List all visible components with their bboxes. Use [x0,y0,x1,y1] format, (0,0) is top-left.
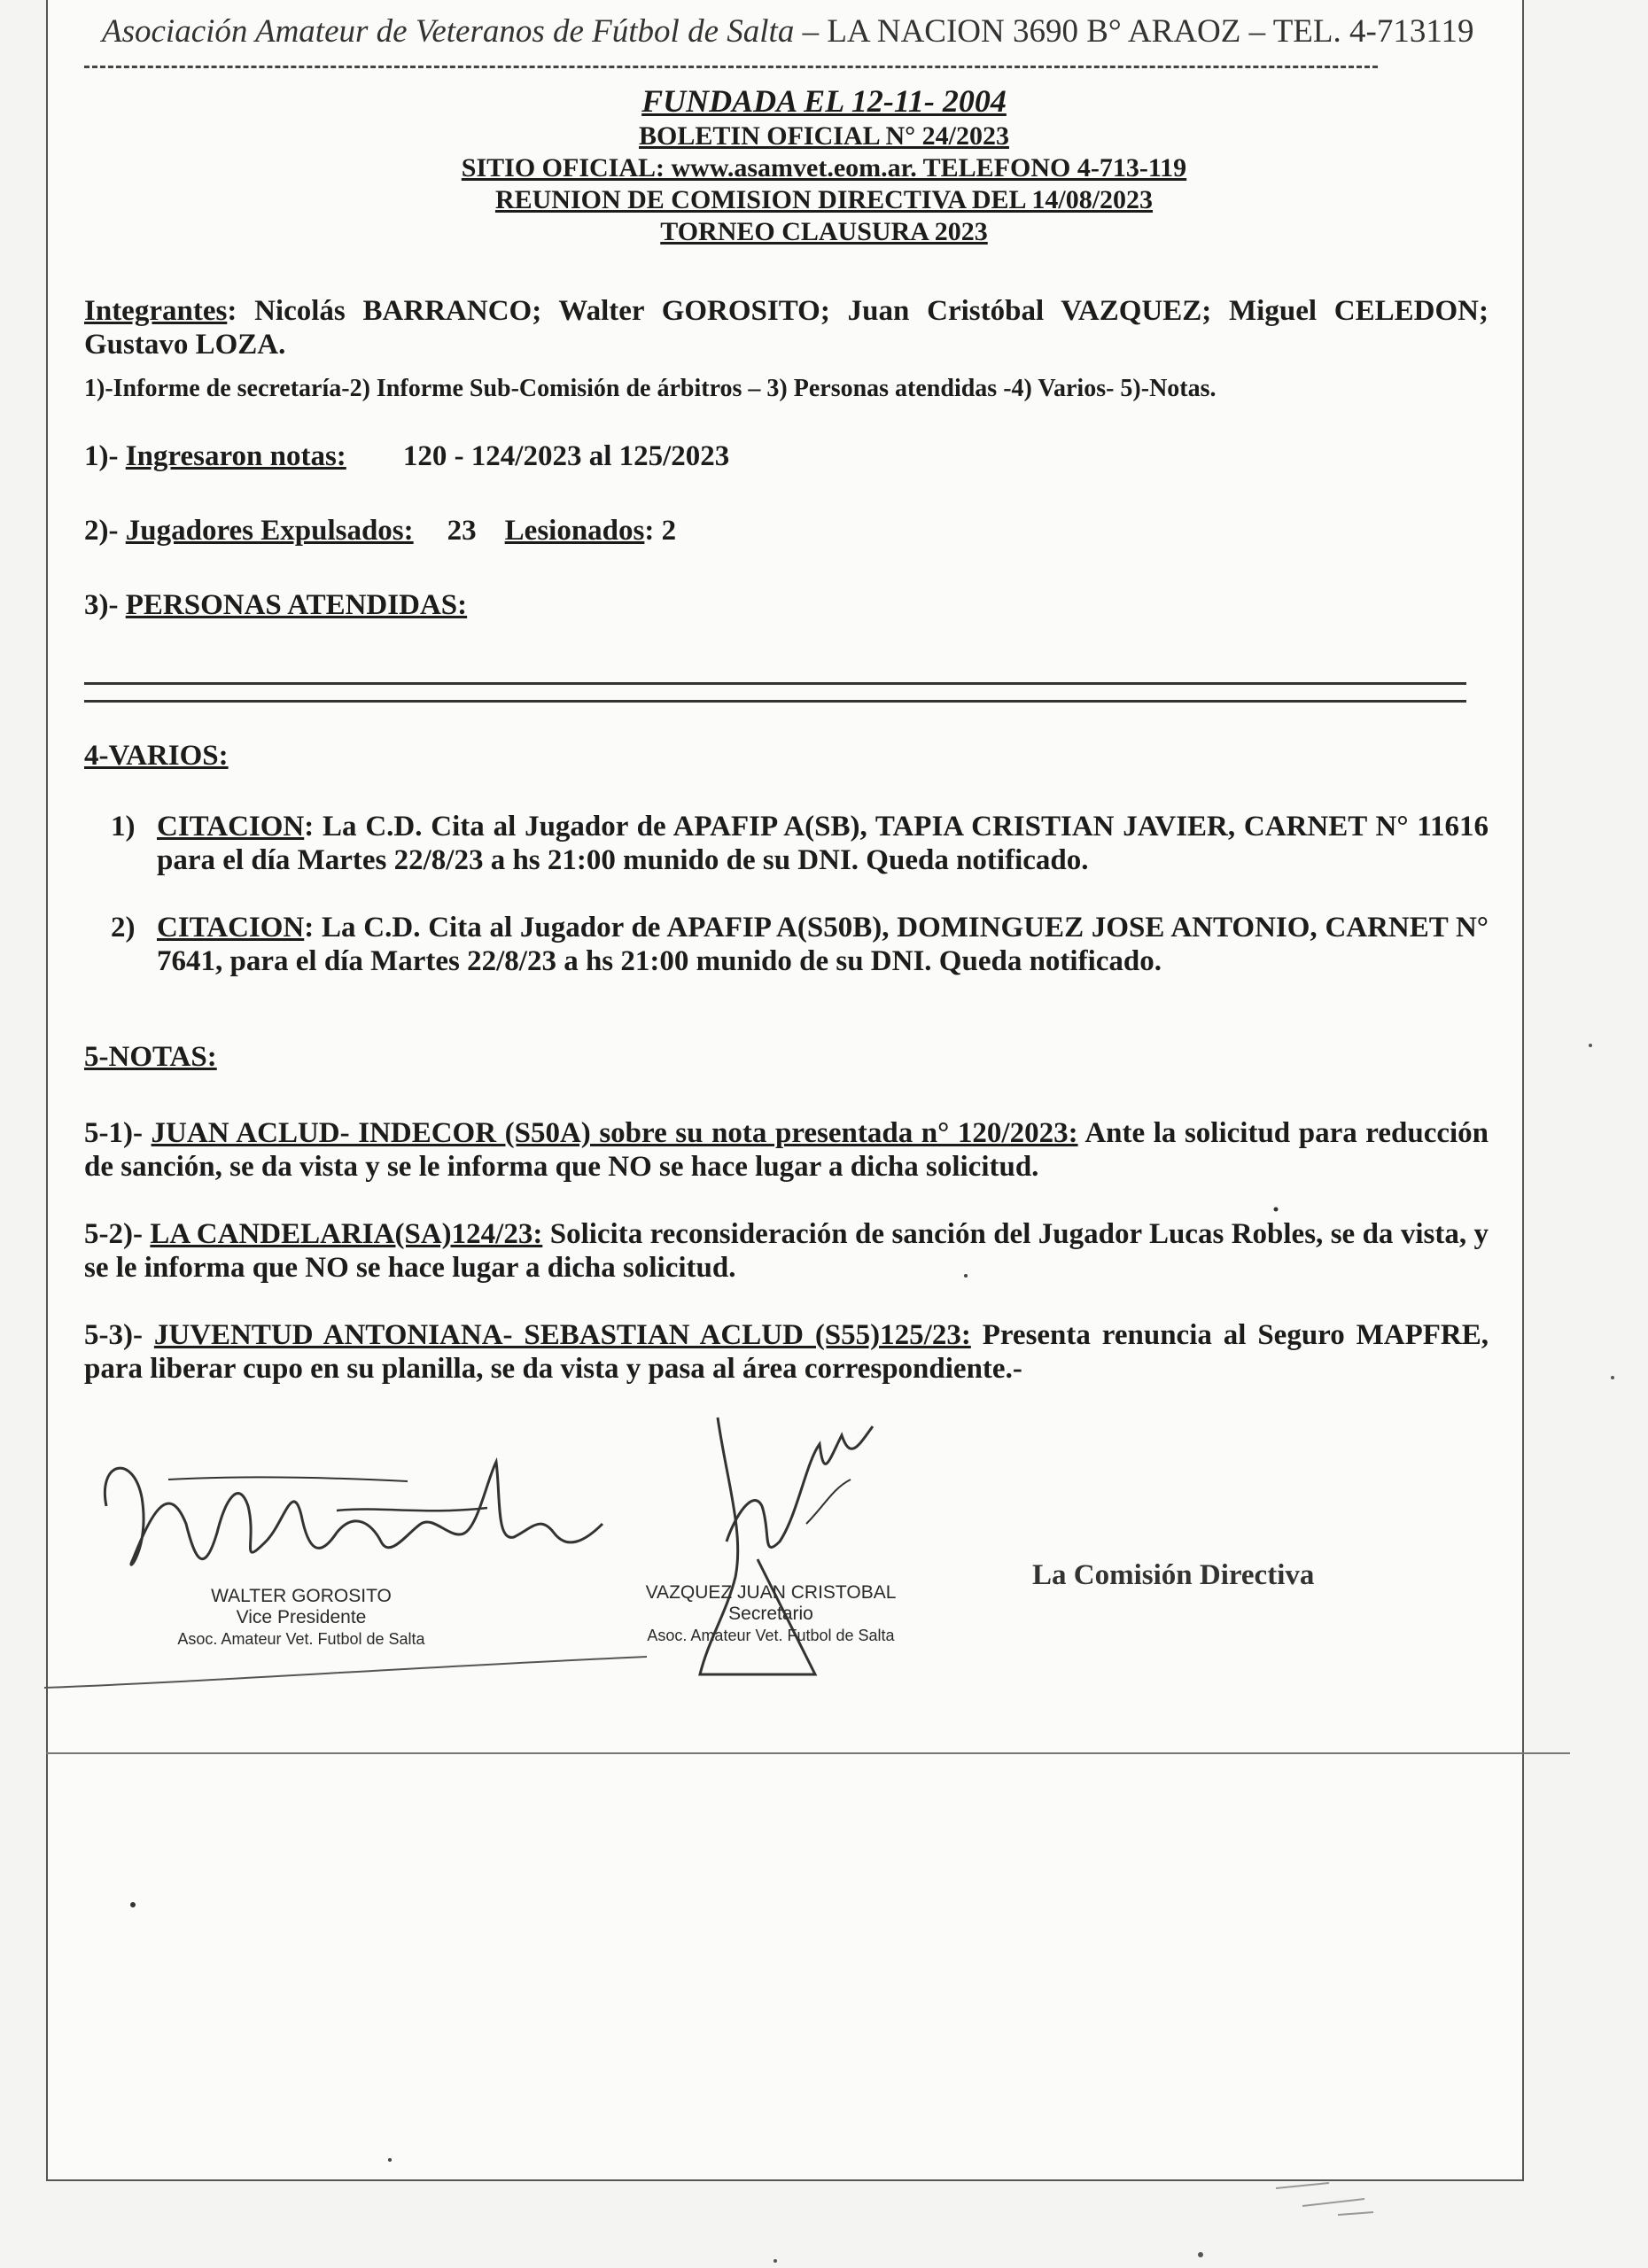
note-5-1-prefix: 5-1)- [84,1117,152,1149]
meeting-date: REUNION DE COMISION DIRECTIVA DEL 14/08/2023 [494,185,1154,214]
note-5-2-label: LA CANDELARIA(SA)124/23: [150,1218,543,1250]
org-address: – LA NACION 3690 B° ARAOZ – TEL. 4-713119 [794,13,1474,50]
section-2-prefix: 2)- [84,515,126,547]
note-5-2-prefix: 5-2)- [84,1218,151,1250]
signer-right-name: VAZQUEZ JUAN CRISTOBAL [645,1582,897,1603]
expelled-value: 23 [447,515,477,547]
tournament-name: TORNEO CLAUSURA 2023 [660,217,988,246]
note-5-1-text: Ante la solicitud para reducción de sanción, se da vista y se le informa que NO se hace lugar a dicha solicitud. [84,1117,1489,1183]
org-name: Asociación Amateur de Veteranos de Fútbol de Salta [102,13,795,50]
signer-right-role: Secretario [728,1604,813,1624]
citation-2-number: 2) [111,912,136,944]
founded-date: FUNDADA EL 12-11- 2004 [641,83,1007,119]
note-5-3-label: JUVENTUD ANTONIANA- SEBASTIAN ACLUD (S55)125/23: [153,1319,971,1351]
citation-1-text: : La C.D. Cita al Jugador de APAFIP A(SB), TAPIA CRISTIAN JAVIER, CARNET N° 11616 para el día Martes 22/8/23 a hs 21:00 munido de su DNI. Queda notificado. [157,811,1489,876]
signer-right-org: Asoc. Amateur Vet. Futbol de Salta [647,1627,895,1644]
citation-1-number: 1) [111,811,136,843]
members-text: : Nicolás BARRANCO; Walter GOROSITO; Juan Cristóbal VAZQUEZ; Miguel CELEDON; Gustavo LOZA. [84,295,1489,361]
official-site: SITIO OFICIAL: www.asamvet.eom.ar. TELEFONO 4-713-119 [461,153,1187,183]
injured-label: Lesionados [504,515,645,547]
section-3-label: PERSONAS ATENDIDAS: [125,589,468,621]
note-5-2-text: Solicita reconsideración de sanción del Jugador Lucas Robles, se da vista, y se le informa que NO se hace lugar a dicha solicitud. [84,1218,1489,1284]
bulletin-number: BOLETIN OFICIAL N° 24/2023 [639,121,1009,151]
signer-left-name: WALTER GOROSITO [211,1586,392,1606]
note-5-3-text: Presenta renuncia al Seguro MAPFRE, para liberar cupo en su planilla, se da vista y pasa al área correspondiente.- [84,1319,1489,1385]
note-5-1-label: JUAN ACLUD- INDECOR (S50A) sobre su nota presentada n° 120/2023: [151,1117,1078,1149]
citation-2-label: CITACION [157,912,305,944]
citation-1-label: CITACION [157,811,305,843]
commission-signoff: La Comisión Directiva [1032,1559,1315,1591]
injured-value: : 2 [644,515,677,547]
note-5-3-prefix: 5-3)- [84,1319,154,1351]
section-4-heading: 4-VARIOS: [84,740,229,772]
members-label: Integrantes [84,295,228,327]
signer-left-org: Asoc. Amateur Vet. Futbol de Salta [177,1630,425,1648]
section-1-value: 120 - 124/2023 al 125/2023 [402,440,730,472]
agenda: 1)-Informe de secretaría-2) Informe Sub-Comisión de árbitros – 3) Personas atendidas -4) Varios- 5)-Notas. [84,375,1217,402]
section-5-heading: 5-NOTAS: [84,1041,217,1073]
section-1-label: Ingresaron notas: [125,440,346,472]
expelled-label: Jugadores Expulsados: [125,515,414,547]
section-1-prefix: 1)- [84,440,126,472]
citation-2-text: : La C.D. Cita al Jugador de APAFIP A(S50B), DOMINGUEZ JOSE ANTONIO, CARNET N° 7641, para el día Martes 22/8/23 a hs 21:00 munido de su DNI. Queda notificado. [157,912,1489,977]
section-3-prefix: 3)- [84,589,126,621]
signer-left-role: Vice Presidente [236,1607,367,1627]
